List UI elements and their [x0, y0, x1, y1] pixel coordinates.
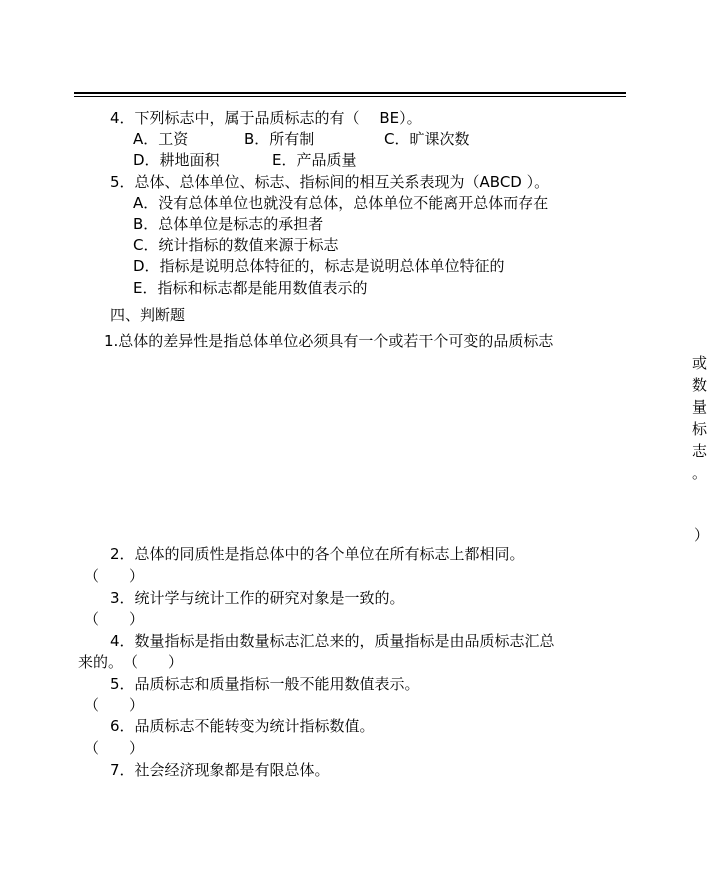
- tf-item-1: 1.总体的差异性是指总体单位必须具有一个或若干个可变的品质标志: [104, 332, 554, 350]
- question-5-stem: 5．总体、总体单位、标志、指标间的相互关系表现为（ABCD ）。: [110, 173, 550, 191]
- option-e: E．指标和标志都是能用数值表示的: [133, 279, 368, 297]
- option-c: C．统计指标的数值来源于标志: [133, 236, 339, 254]
- question-4-stem: 4．下列标志中，属于品质标志的有（ BE）。: [110, 109, 422, 127]
- answer-blank: （ ）: [84, 739, 145, 757]
- option-e: E．产品质量: [272, 151, 357, 169]
- tf-item-5: 5．品质标志和质量指标一般不能用数值表示。: [110, 675, 420, 693]
- option-a: A．工资: [133, 130, 189, 148]
- option-a: A．没有总体单位也就没有总体，总体单位不能离开总体而存在: [133, 194, 549, 212]
- section-title: 四、判断题: [110, 306, 186, 324]
- answer-blank: （ ）: [84, 696, 145, 714]
- tf-item-2: 2．总体的同质性是指总体中的各个单位在所有标志上都相同。: [110, 545, 525, 563]
- tf-item-6: 6．品质标志不能转变为统计指标数值。: [110, 717, 375, 735]
- overflow-text-fragment: 或 数 量 标 志 。: [692, 354, 708, 482]
- option-b: B．所有制: [244, 130, 315, 148]
- header-rule: [74, 92, 626, 97]
- tf-item-4-continued: 来的。 （ ）: [78, 653, 184, 671]
- option-d: D．耕地面积: [133, 151, 220, 169]
- answer-blank: （ ）: [84, 567, 145, 585]
- tf-item-3: 3．统计学与统计工作的研究对象是一致的。: [110, 589, 405, 607]
- option-d: D．指标是说明总体特征的，标志是说明总体单位特征的: [133, 257, 505, 275]
- tf-item-7: 7．社会经济现象都是有限总体。: [110, 761, 330, 779]
- tf-item-4: 4．数量指标是指由数量标志汇总来的，质量指标是由品质标志汇总: [110, 632, 555, 650]
- question-4-options-row-2: [133, 150, 356, 170]
- option-b: B．总体单位是标志的承担者: [133, 215, 324, 233]
- overflow-paren: ）: [694, 526, 709, 544]
- answer-blank: （ ）: [84, 610, 145, 628]
- option-c: C．旷课次数: [384, 130, 470, 148]
- question-4-options-row-1: [133, 129, 469, 149]
